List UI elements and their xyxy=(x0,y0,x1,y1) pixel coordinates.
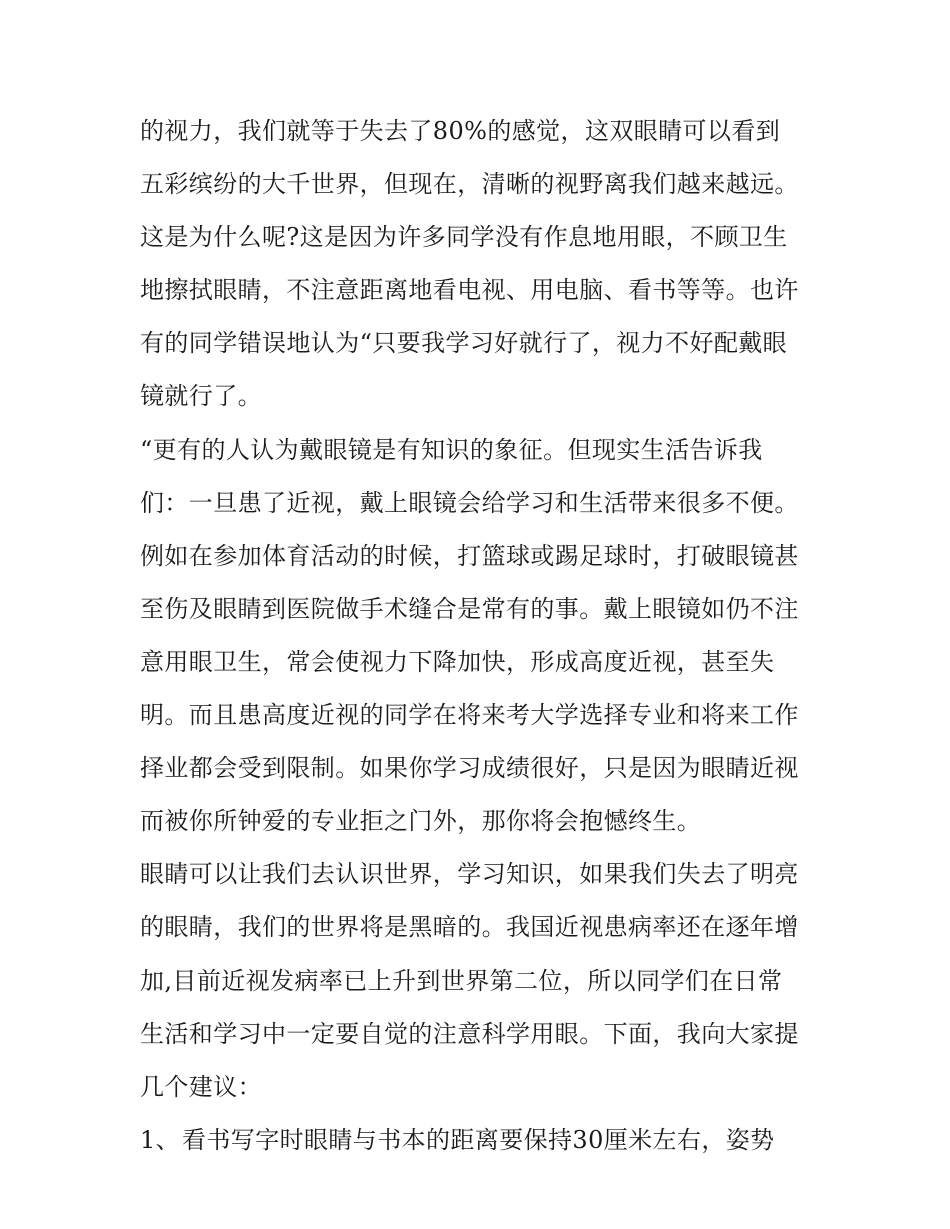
text-line: 例如在参加体育活动的时候，打篮球或踢足球时，打破眼镜甚 xyxy=(140,541,799,570)
text-line: 五彩缤纷的大千世界，但现在，清晰的视野离我们越来越远。 xyxy=(140,170,799,199)
text-line: 意用眼卫生，常会使视力下降加快，形成高度近视，甚至失 xyxy=(140,647,775,676)
text-line: 地擦拭眼睛，不注意距离地看电视、用电脑、看书等等。也许 xyxy=(140,276,799,305)
text-line: 至伤及眼睛到医院做手术缝合是常有的事。戴上眼镜如仍不注 xyxy=(140,594,799,623)
text-line: 明。而且患高度近视的同学在将来考大学选择专业和将来工作 xyxy=(140,701,799,730)
text-line: 而被你所钟爱的专业拒之门外，那你将会抱憾终生。 xyxy=(140,807,702,836)
body-text xyxy=(140,105,830,1167)
text-line: 眼睛可以让我们去认识世界，学习知识，如果我们失去了明亮 xyxy=(140,860,799,889)
text-line: 有的同学错误地认为“只要我学习好就行了，视力不好配戴眼 xyxy=(140,329,788,358)
text-line: 镜就行了。 xyxy=(140,382,262,411)
text-line: 这是为什么呢?这是因为许多同学没有作息地用眼，不顾卫生 xyxy=(140,223,788,252)
list-number: 1、 xyxy=(140,1125,181,1154)
text-line: 们：一旦患了近视，戴上眼镜会给学习和生活带来很多不便。 xyxy=(140,488,799,517)
text-line: 加,目前近视发病率已上升到世界第二位，所以同学们在日常 xyxy=(140,966,783,995)
list-item xyxy=(140,1114,830,1167)
text-line: “更有的人认为戴眼镜是有知识的象征。但现实生活告诉我 xyxy=(140,435,763,464)
text-line: 生活和学习中一定要自觉的注意科学用眼。下面，我向大家提 xyxy=(140,1019,799,1048)
text-line: 的眼睛，我们的世界将是黑暗的。我国近视患病率还在逐年增 xyxy=(140,913,799,942)
text-line: 的视力，我们就等于失去了80%的感觉，这双眼睛可以看到 xyxy=(140,117,781,145)
text-line: 几个建议： xyxy=(140,1072,262,1101)
list-item-text: 看书写字时眼睛与书本的距离要保持30厘米左右，姿势 xyxy=(182,1125,775,1154)
text-line: 择业都会受到限制。如果你学习成绩很好，只是因为眼睛近视 xyxy=(140,754,799,783)
